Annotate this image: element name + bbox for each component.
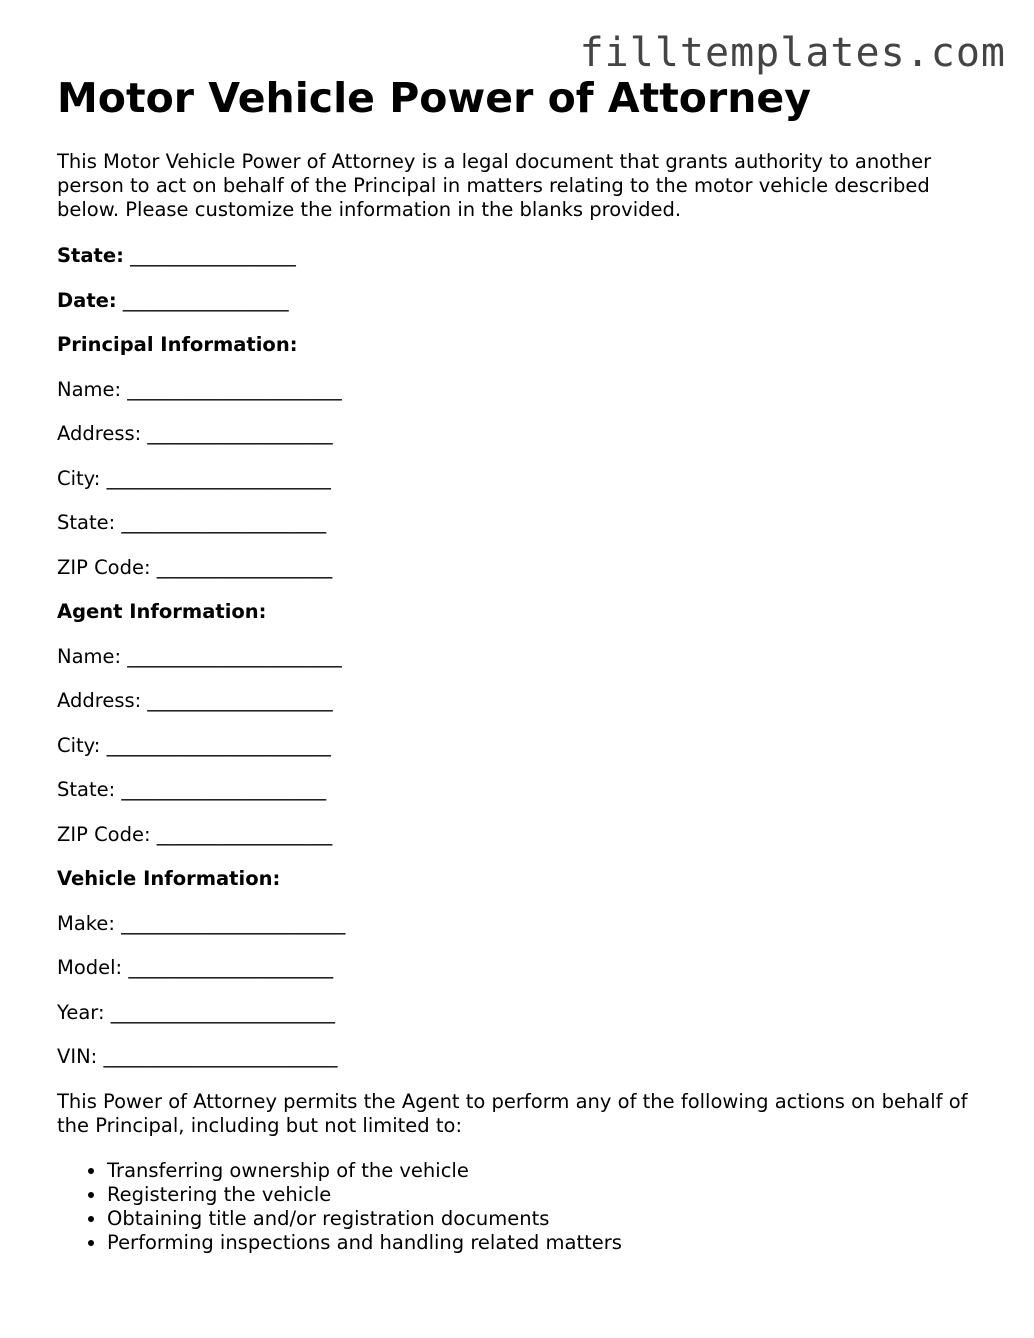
date-blank: _________________ bbox=[122, 288, 289, 312]
intro-paragraph: This Motor Vehicle Power of Attorney is a legal document that grants authority to another person to act on behalf of the Principal in matters relating to the motor vehicle described below. Please customize the information in the blanks provided. bbox=[57, 150, 932, 221]
vehicle-vin-field: VIN: ________________________ bbox=[57, 1045, 338, 1068]
watermark: filltemplates.com bbox=[579, 30, 1006, 76]
vehicle-heading: Vehicle Information: bbox=[57, 867, 281, 890]
agent-city-field: City: _______________________ bbox=[57, 733, 331, 757]
date-field bbox=[57, 289, 987, 313]
list-item: • Obtaining title and/or registration documents bbox=[107, 1207, 987, 1231]
list-item: • Registering the vehicle bbox=[107, 1183, 987, 1207]
state-blank: _________________ bbox=[130, 244, 296, 267]
list-item: • Performing inspections and handling related matters bbox=[107, 1231, 987, 1255]
page-title: Motor Vehicle Power of Attorney bbox=[57, 74, 811, 122]
agent-state-field: State: _____________________ bbox=[57, 778, 327, 801]
vehicle-make-field: Make: _______________________ bbox=[57, 911, 346, 935]
principal-name-field: Name: ______________________ bbox=[57, 377, 342, 401]
principal-city-field: City: _______________________ bbox=[57, 466, 331, 490]
vehicle-model-field: Model: _____________________ bbox=[57, 956, 334, 979]
principal-address-field: Address: ___________________ bbox=[57, 422, 333, 445]
state-label: State: bbox=[57, 244, 124, 267]
document-page bbox=[57, 72, 987, 1255]
agent-address-field: Address: ___________________ bbox=[57, 689, 333, 712]
agent-name-field: Name: ______________________ bbox=[57, 644, 342, 668]
vehicle-year-field: Year: _______________________ bbox=[57, 1000, 335, 1024]
agent-heading: Agent Information: bbox=[57, 600, 267, 623]
closing-paragraph: This Power of Attorney permits the Agent to perform any of the following actions on behalf of the Principal, including but not limited to: bbox=[57, 1090, 968, 1137]
actions-list bbox=[57, 1159, 987, 1255]
state-field bbox=[57, 244, 987, 268]
date-label: Date: bbox=[57, 288, 117, 312]
agent-zip-field: ZIP Code: __________________ bbox=[57, 822, 333, 846]
list-item: • Transferring ownership of the vehicle bbox=[107, 1159, 987, 1183]
principal-state-field: State: _____________________ bbox=[57, 511, 327, 534]
principal-zip-field: ZIP Code: __________________ bbox=[57, 555, 333, 579]
principal-heading: Principal Information: bbox=[57, 333, 298, 356]
